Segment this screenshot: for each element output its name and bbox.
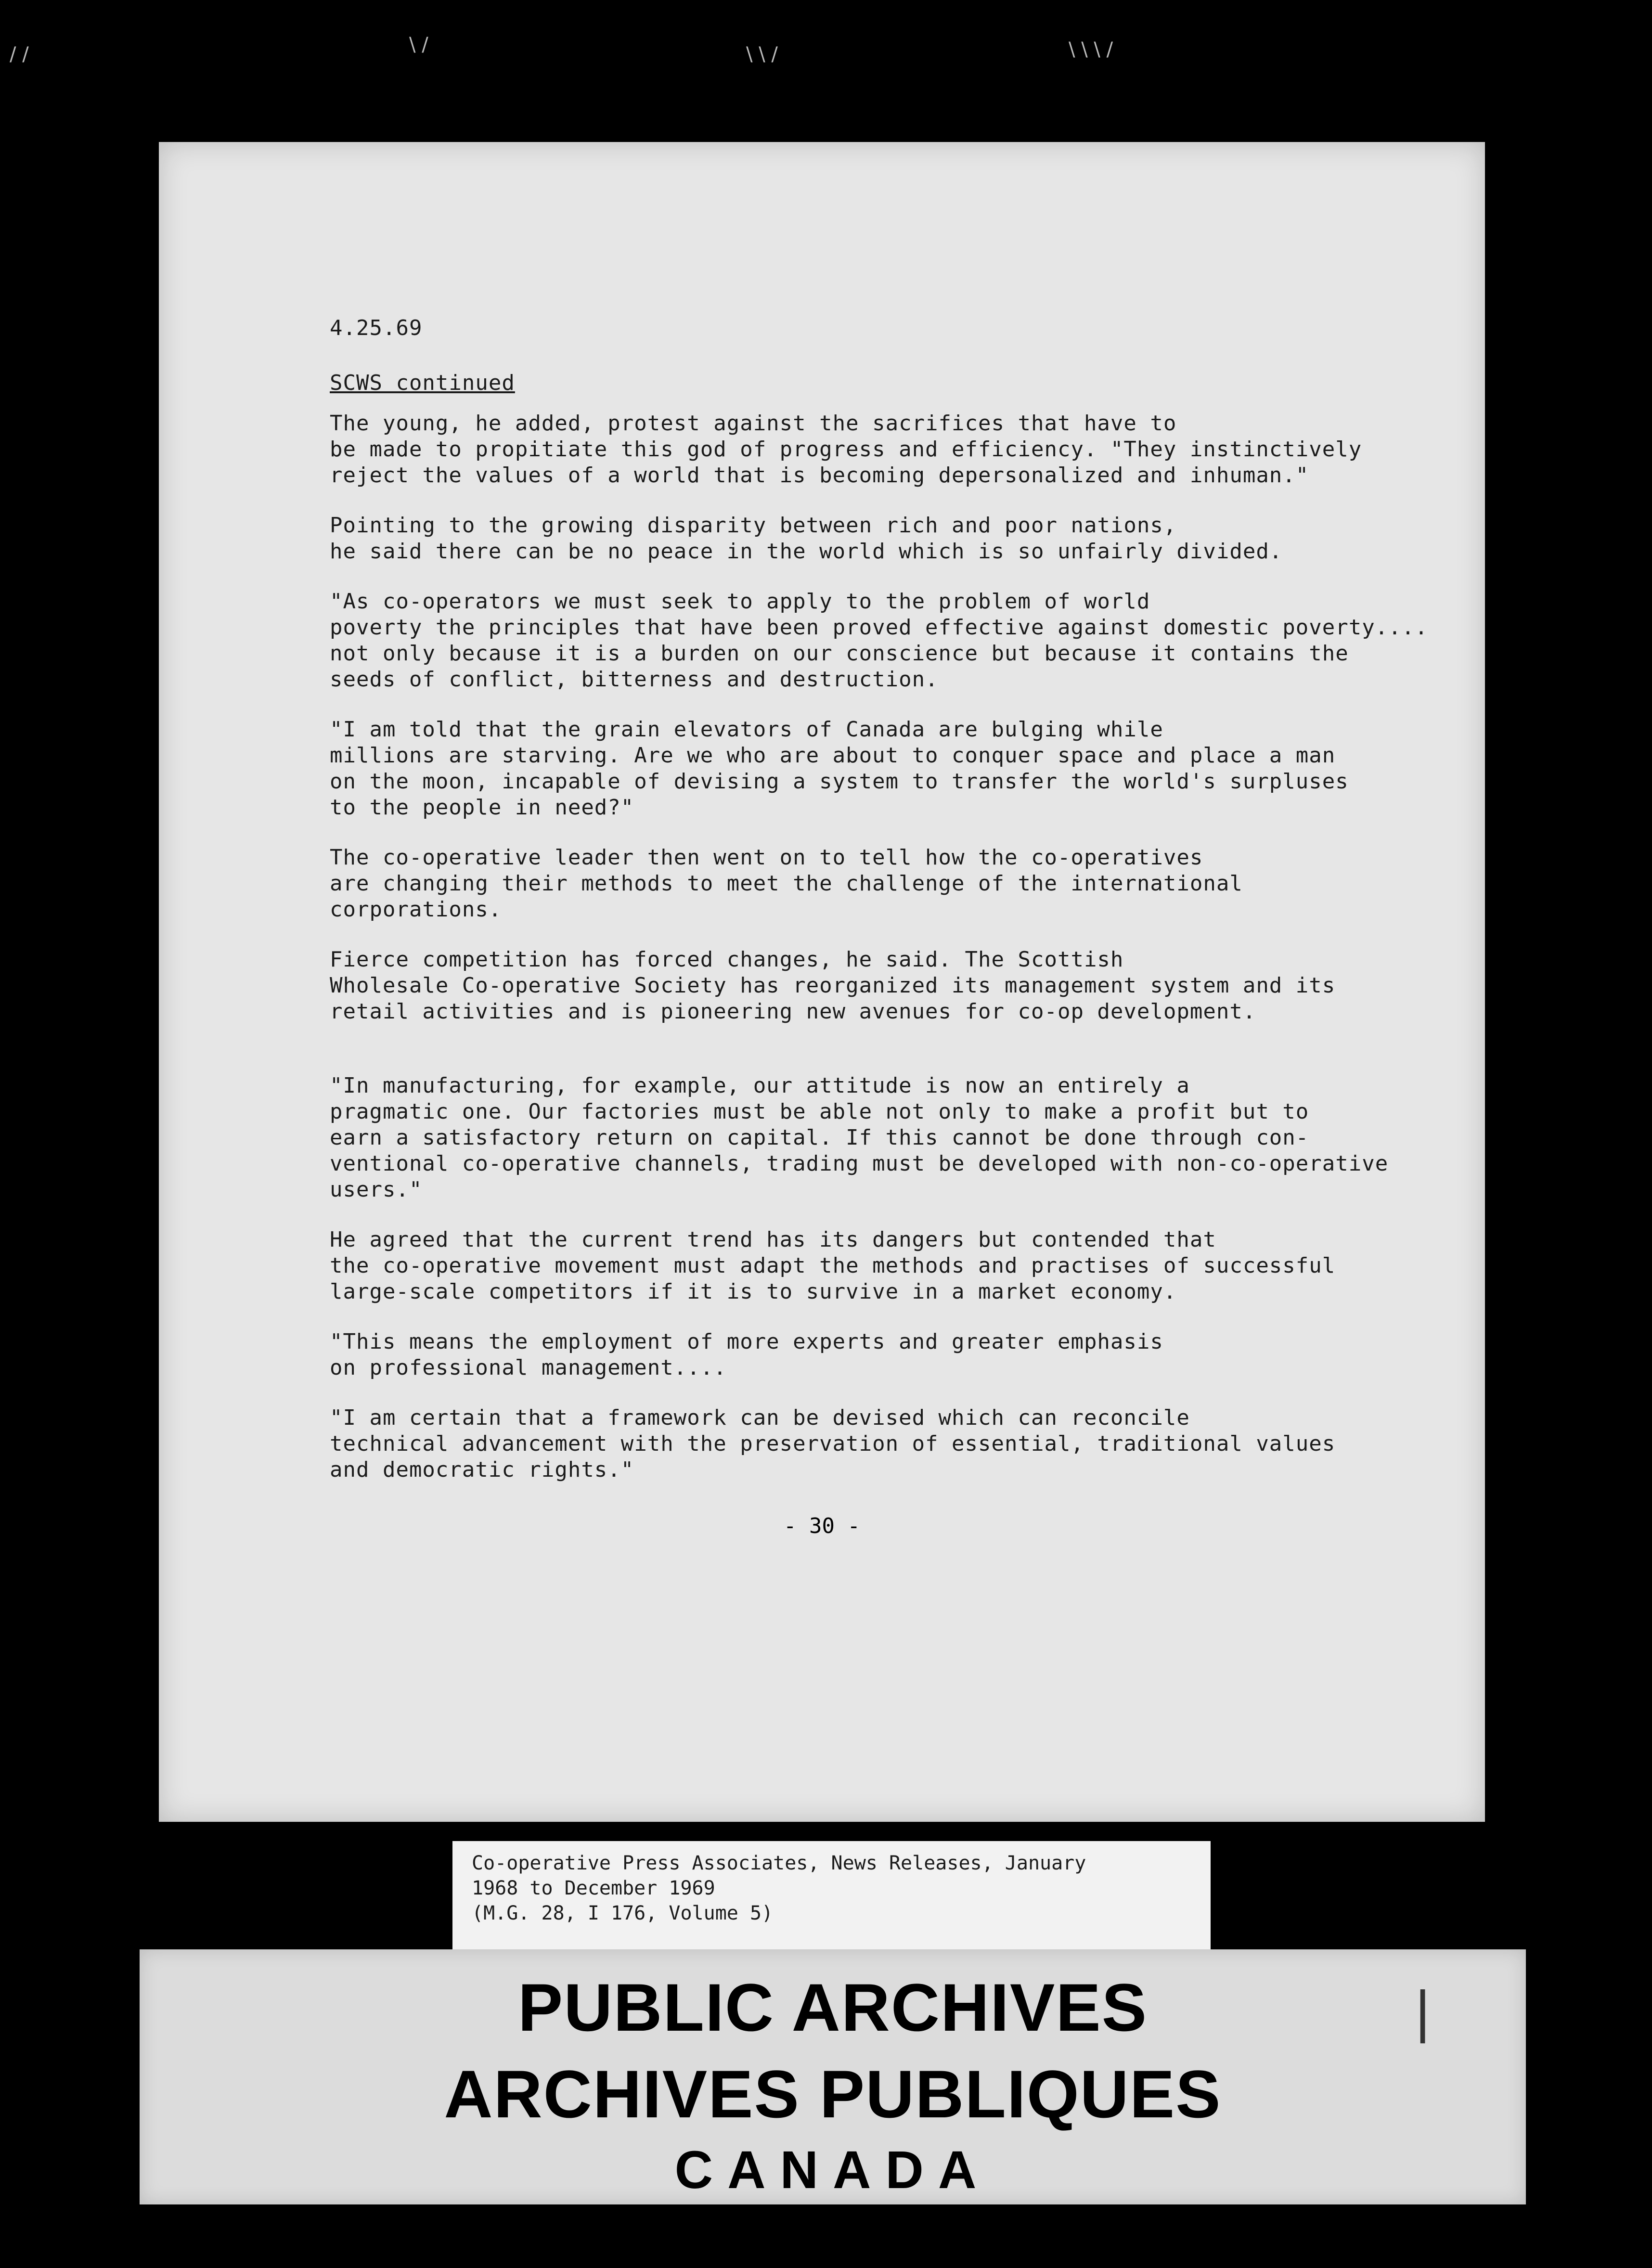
- catalog-slip-line: Co-operative Press Associates, News Releases, January: [472, 1852, 1086, 1874]
- document-page: [159, 142, 1485, 1822]
- paragraph: "I am told that the grain elevators of Canada are bulging while millions are starving. Are we who are about to conquer space and place a man on the moon, incapable of devising a system to transfer the world's surpluses to the people in need?": [330, 717, 1349, 820]
- film-edge-mark: \ /: [409, 34, 428, 56]
- paragraph: Pointing to the growing disparity between rich and poor nations, he said there can be no peace in the world which is so unfairly divided.: [330, 513, 1283, 564]
- paragraph: The young, he added, protest against the sacrifices that have to be made to propitiate this god of progress and efficiency. "They instinctively reject the values of a world that is becoming depersonalized and inhuman.": [330, 411, 1362, 488]
- document-body: [330, 315, 1475, 1507]
- archives-banner: [140, 1949, 1526, 2204]
- document-date: 4.25.69: [330, 316, 423, 340]
- paragraph: "As co-operators we must seek to apply to the problem of world poverty the principles that have been proved effective against domestic poverty.... not only because it is a burden on our conscience but because it contains the seeds of conflict, bitterness and destruction.: [330, 589, 1428, 692]
- catalog-slip-line: (M.G. 28, I 176, Volume 5): [472, 1902, 774, 1924]
- film-edge-mark: \ \ \ /: [1069, 39, 1113, 61]
- film-edge-mark: / /: [10, 43, 29, 65]
- paragraph: "I am certain that a framework can be devised which can reconcile technical advancement with the preservation of essential, traditional values and democratic rights.": [330, 1405, 1336, 1482]
- banner-country: CANADA: [674, 2140, 991, 2200]
- catalog-slip-line: 1968 to December 1969: [472, 1877, 715, 1899]
- paragraph: He agreed that the current trend has its dangers but contended that the co-operative movement must adapt the methods and practises of successful large-scale competitors if it is to survive in a market economy.: [330, 1227, 1336, 1304]
- paragraph: The co-operative leader then went on to tell how the co-operatives are changing their methods to meet the challenge of the international corporations.: [330, 845, 1243, 922]
- banner-title-french: ARCHIVES PUBLIQUES: [444, 2056, 1222, 2132]
- section-heading: SCWS continued: [330, 371, 515, 395]
- paragraph: "This means the employment of more experts and greater emphasis on professional management....: [330, 1329, 1163, 1380]
- paragraph: Fierce competition has forced changes, he said. The Scottish Wholesale Co-operative Society has reorganized its management system and its retail activities and is pioneering new avenues for co-op development.: [330, 947, 1336, 1024]
- catalog-slip: [452, 1841, 1211, 1952]
- handwritten-mark: |: [1415, 1979, 1431, 2044]
- banner-title-english: PUBLIC ARCHIVES: [517, 1970, 1148, 2045]
- film-edge-mark: \ \ /: [746, 43, 778, 65]
- paragraph: "In manufacturing, for example, our attitude is now an entirely a pragmatic one. Our factories must be able not only to make a profit but to earn a satisfactory return on capital. If this cannot be done through con- ventional co-operative channels, trading must be developed with non-co-operative users.": [330, 1073, 1389, 1202]
- page-number: - 30 -: [784, 1514, 860, 1538]
